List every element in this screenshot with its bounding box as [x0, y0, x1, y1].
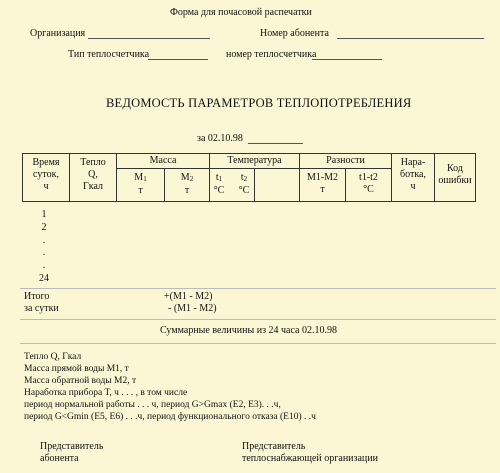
header-error-code: Код ошибки	[438, 163, 472, 186]
divider	[20, 343, 496, 344]
header-time: Время суток, ч	[32, 157, 60, 192]
meter-number-field[interactable]	[312, 59, 382, 60]
list-item: .	[42, 260, 46, 272]
subscriber-number-label: Номер абонента	[260, 28, 329, 39]
header-runtime: Нара- ботка, ч	[400, 157, 426, 192]
header-diff-temp: t1-t2 °С	[359, 172, 378, 195]
list-item: 1	[41, 209, 47, 220]
organization-field[interactable]	[88, 38, 210, 39]
subscriber-representative: Представитель абонента	[40, 441, 104, 464]
meter-type-field[interactable]	[148, 59, 208, 60]
supplier-representative: Представитель теплоснабжающей организации	[242, 441, 378, 464]
totals-minus-formula: - (M1 - M2)	[168, 303, 217, 314]
form-title: Форма для почасовой распечатки	[170, 7, 312, 18]
summary-lines	[24, 351, 316, 423]
header-mass: Масса	[149, 155, 177, 166]
subscriber-number-field[interactable]	[337, 38, 484, 39]
organization-label: Организация	[30, 28, 86, 39]
list-item: .	[42, 234, 46, 246]
header-differences: Разности	[326, 155, 365, 166]
meter-number-label: номер теплосчетчика	[226, 49, 317, 60]
list-item: 24	[39, 272, 49, 284]
meter-type-label: Тип теплосчетчика	[68, 49, 150, 60]
hour-list	[36, 209, 52, 286]
report-date: за 02.10.98	[197, 133, 243, 144]
totals-per-day-label: за сутки	[24, 303, 59, 314]
header-heat: Тепло Q, Гкал	[80, 157, 106, 192]
report-title: ВЕДОМОСТЬ ПАРАМЕТРОВ ТЕПЛОПОТРЕБЛЕНИЯ	[106, 96, 412, 110]
list-item: .	[42, 247, 46, 259]
header-t2: t2 °С	[238, 172, 250, 196]
header-diff-mass: M1-M2 т	[306, 172, 339, 195]
summary-line: Тепло Q, Гкал	[24, 352, 82, 362]
summary-line: Масса прямой воды M1, т	[24, 364, 129, 374]
totals-label: Итого	[24, 291, 50, 302]
divider	[20, 319, 496, 320]
summary-line: период нормальной работы . . . ч, период G>Gmax (E2, E3). . .ч,	[24, 400, 281, 410]
header-t1: t1 °С	[213, 172, 225, 196]
header-m2: M2 т	[180, 172, 194, 196]
divider	[20, 288, 496, 289]
list-item: 2	[41, 221, 47, 233]
header-m1: M1 т	[134, 172, 147, 196]
totals-plus-formula: +(M1 - M2)	[164, 291, 213, 302]
report-date-underline	[248, 143, 303, 144]
summary-title: Суммарные величины из 24 часа 02.10.98	[160, 325, 337, 336]
summary-line: Наработка прибора Т, ч . . . , в том числе	[24, 388, 188, 398]
summary-line: Масса обратной воды M2, т	[24, 376, 137, 386]
header-temperature: Температура	[227, 155, 282, 166]
summary-line: период G<Gmin (E5, E6) . . .ч, период функционального отказа (E10) . .ч	[24, 412, 316, 422]
